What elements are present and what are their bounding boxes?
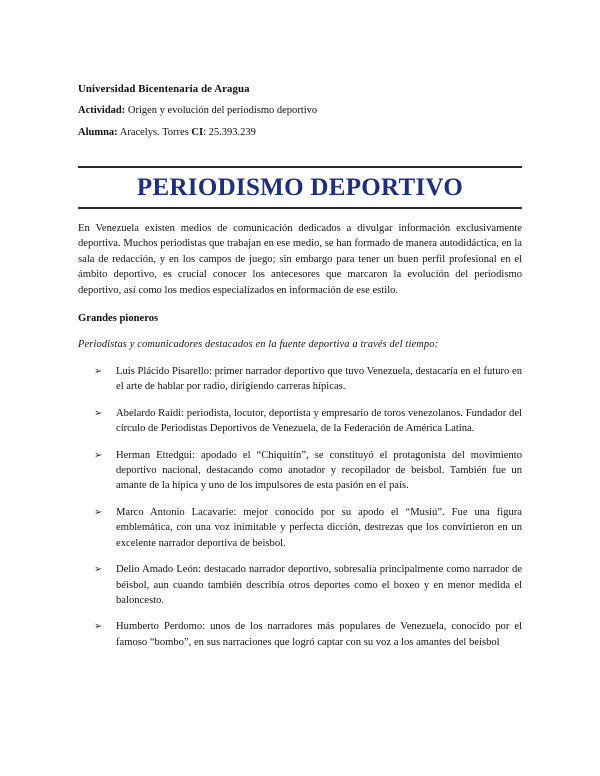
institution-name: Universidad Bicentenaria de Aragua xyxy=(78,83,250,95)
title-rule-bottom xyxy=(78,207,522,209)
list-item xyxy=(78,448,522,494)
title-block xyxy=(78,166,522,209)
list-item xyxy=(78,619,522,650)
activity-value: Origen y evolución del periodismo deportivo xyxy=(125,105,318,116)
arrow-bullet-icon: ➢ xyxy=(94,407,103,419)
title-rule-top xyxy=(78,166,522,168)
document-header xyxy=(78,78,522,144)
student-line xyxy=(78,122,522,144)
intro-paragraph: En Venezuela existen medios de comunicación dedicados a divulgar información exclusivamente deportiva. Muchos periodistas que trabajan en ese medio, se han formado de manera autodidáctica, en la sala de redacción, y en los campos de juego; sin embargo para tener un buen perfil profesional en el ámbito deportivo, es crucial conocer los antecesores que marcaron la evolución del periodismo deportivo, así como los medios especializados en información de ese estilo. xyxy=(78,223,522,296)
arrow-bullet-icon: ➢ xyxy=(94,506,103,518)
page-title: PERIODISMO DEPORTIVO xyxy=(136,174,464,201)
list-item-text: Marco Antonio Lacavarie: mejor conocido por su apodo el “Musiú”. Fue una figura emblemática, con una voz inimitable y perfecta dicción, destrezas que los convirtieron en un excelente narrador deportiva de beisbol. xyxy=(116,506,522,549)
activity-line xyxy=(78,100,522,122)
list-item xyxy=(78,562,522,608)
list-item-text: Humberto Perdomo: unos de los narradores más populares de Venezuela, conocido por el famoso “bombo”, en sus narraciones que logró captar con su voz a los amantes del beisbol xyxy=(116,621,522,648)
student-label: Alumna: xyxy=(78,127,118,138)
section-heading-grandes-pioneros: Grandes pioneros xyxy=(78,313,159,325)
list-item-text: Luis Plácido Pisarello: primer narrador deportivo que tuvo Venezuela, destacaría en el futuro en el arte de hablar por radio, dirigiendo carreras hípicas. xyxy=(116,366,522,393)
list-item-text: Herman Ettedgui: apodado el “Chiquitín”, se constituyó el protagonista del movimiento deportivo nacional, destacando como anotador y recopilador de beisbol. También fue un amante de la hípica y uno de los impulsores de esta pasión en el país. xyxy=(116,449,522,492)
id-label: CI xyxy=(191,127,204,138)
list-item-text: Abelardo Raidi: periodista, locutor, deportista y empresario de toros venezolanos. Fundador del círculo de Periodistas Deportivos de Venezuela, de la Federación de América Latina. xyxy=(116,407,522,435)
section-subtitle: Periodistas y comunicadores destacados en la fuente deportiva a través del tiempo: xyxy=(78,339,439,351)
arrow-bullet-icon: ➢ xyxy=(94,449,103,461)
arrow-bullet-icon: ➢ xyxy=(94,621,103,633)
student-value: Aracelys. Torres xyxy=(117,127,192,138)
id-value: : 25.393.239 xyxy=(203,127,256,138)
arrow-bullet-icon: ➢ xyxy=(94,564,103,576)
pioneers-list xyxy=(78,364,522,650)
activity-label: Actividad: xyxy=(78,105,126,116)
arrow-bullet-icon: ➢ xyxy=(94,366,103,378)
list-item-text: Delio Amado León: destacado narrador deportivo, sobresalía principalmente como narrador de béisbol, aun cuando también describía otros deportes como el boxeo y en menor medida el baloncesto. xyxy=(116,564,522,606)
list-item xyxy=(78,364,522,395)
list-item xyxy=(78,505,522,551)
list-item xyxy=(78,406,522,437)
